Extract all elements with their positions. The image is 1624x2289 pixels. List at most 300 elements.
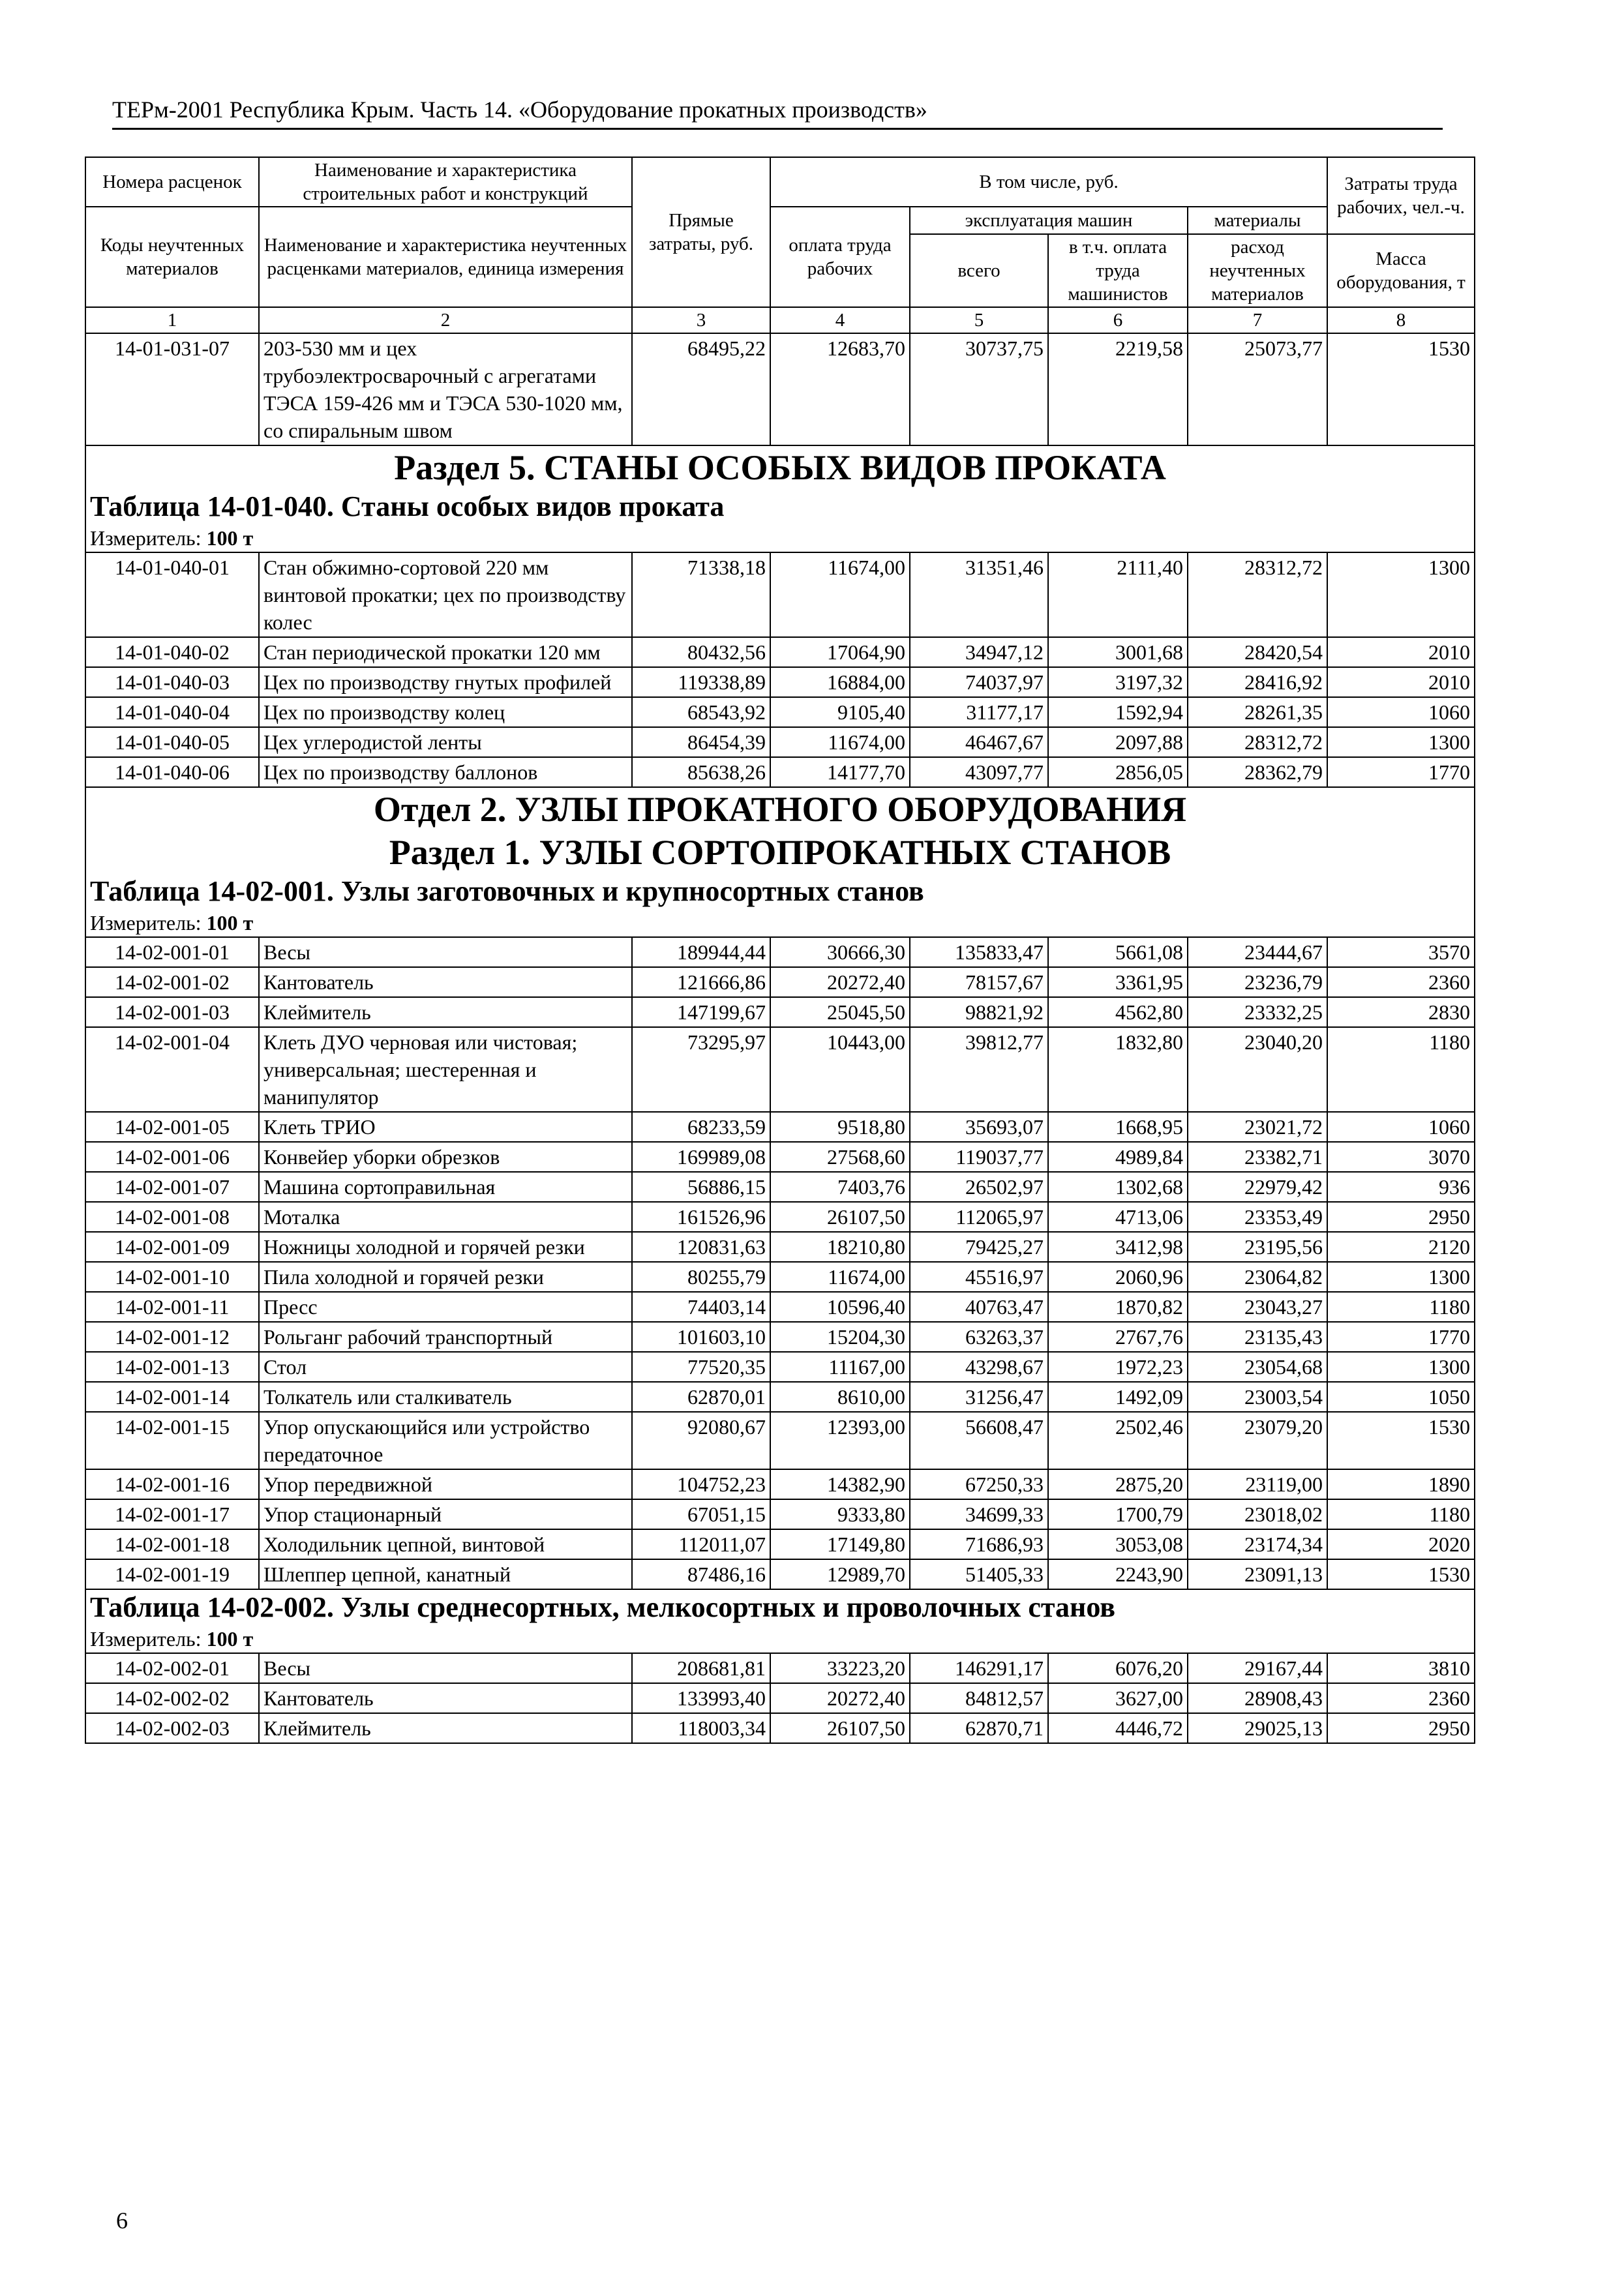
machine-cost: 26502,97 bbox=[910, 1172, 1048, 1202]
material-cost: 23054,68 bbox=[1188, 1352, 1327, 1382]
table-row bbox=[85, 757, 1475, 787]
rate-code: 14-02-001-17 bbox=[85, 1499, 259, 1529]
material-cost: 22979,42 bbox=[1188, 1172, 1327, 1202]
col-number: 1 bbox=[85, 307, 259, 333]
table-row bbox=[85, 1713, 1475, 1743]
header-including: В том числе, руб. bbox=[770, 157, 1327, 207]
section-heading-row bbox=[85, 831, 1475, 874]
col-number: 5 bbox=[910, 307, 1048, 333]
equipment-mass: 2950 bbox=[1327, 1713, 1475, 1743]
direct-costs: 169989,08 bbox=[632, 1142, 770, 1172]
labor-pay: 17149,80 bbox=[770, 1529, 910, 1559]
rate-code: 14-02-001-06 bbox=[85, 1142, 259, 1172]
rate-code: 14-02-001-15 bbox=[85, 1412, 259, 1469]
col-number: 7 bbox=[1188, 307, 1327, 333]
rate-name: Цех по производству колец bbox=[259, 697, 632, 727]
machinist-pay: 3361,95 bbox=[1048, 967, 1188, 997]
direct-costs: 120831,63 bbox=[632, 1232, 770, 1262]
machine-cost: 146291,17 bbox=[910, 1653, 1048, 1683]
header-labor-pay: оплата труда рабочих bbox=[770, 207, 910, 307]
equipment-mass: 2020 bbox=[1327, 1529, 1475, 1559]
unit-line bbox=[85, 524, 1475, 552]
rate-name: Клеймитель bbox=[259, 997, 632, 1027]
rate-code: 14-02-001-01 bbox=[85, 937, 259, 967]
machine-cost: 51405,33 bbox=[910, 1559, 1048, 1589]
direct-costs: 74403,14 bbox=[632, 1292, 770, 1322]
material-cost: 23332,25 bbox=[1188, 997, 1327, 1027]
machine-cost: 31256,47 bbox=[910, 1382, 1048, 1412]
direct-costs: 121666,86 bbox=[632, 967, 770, 997]
col-number: 6 bbox=[1048, 307, 1188, 333]
page-number: 6 bbox=[116, 2207, 128, 2234]
table-row bbox=[85, 1202, 1475, 1232]
machine-cost: 56608,47 bbox=[910, 1412, 1048, 1469]
rate-name: Упор стационарный bbox=[259, 1499, 632, 1529]
machine-cost: 74037,97 bbox=[910, 667, 1048, 697]
machinist-pay: 4446,72 bbox=[1048, 1713, 1188, 1743]
material-cost: 23021,72 bbox=[1188, 1112, 1327, 1142]
unit-label: Измеритель: bbox=[90, 526, 202, 550]
rate-name: Кантователь bbox=[259, 967, 632, 997]
machinist-pay: 2502,46 bbox=[1048, 1412, 1188, 1469]
header-material-names: Наименование и характеристика неучтенных расценками материалов, единица измерения bbox=[259, 207, 632, 307]
equipment-mass: 2950 bbox=[1327, 1202, 1475, 1232]
machine-cost: 34699,33 bbox=[910, 1499, 1048, 1529]
labor-pay: 25045,50 bbox=[770, 997, 910, 1027]
equipment-mass: 3070 bbox=[1327, 1142, 1475, 1172]
rate-code: 14-01-040-05 bbox=[85, 727, 259, 757]
rate-name: Стан обжимно-сортовой 220 мм винтовой прокатки; цех по производству колес bbox=[259, 552, 632, 637]
rate-code: 14-02-001-13 bbox=[85, 1352, 259, 1382]
table-row bbox=[85, 1559, 1475, 1589]
equipment-mass: 1890 bbox=[1327, 1469, 1475, 1499]
rate-name: Машина сортоправильная bbox=[259, 1172, 632, 1202]
direct-costs: 80432,56 bbox=[632, 637, 770, 667]
direct-costs: 87486,16 bbox=[632, 1559, 770, 1589]
direct-costs: 71338,18 bbox=[632, 552, 770, 637]
direct-costs: 68543,92 bbox=[632, 697, 770, 727]
rate-name: Цех углеродистой ленты bbox=[259, 727, 632, 757]
labor-pay: 12683,70 bbox=[770, 333, 910, 445]
rate-name: Конвейер уборки обрезков bbox=[259, 1142, 632, 1172]
machinist-pay: 2111,40 bbox=[1048, 552, 1188, 637]
material-cost: 23382,71 bbox=[1188, 1142, 1327, 1172]
labor-pay: 27568,60 bbox=[770, 1142, 910, 1172]
header-machine-total: всего bbox=[910, 234, 1048, 307]
equipment-mass: 2360 bbox=[1327, 1683, 1475, 1713]
direct-costs: 101603,10 bbox=[632, 1322, 770, 1352]
machinist-pay: 1832,80 bbox=[1048, 1027, 1188, 1112]
rate-code: 14-01-040-06 bbox=[85, 757, 259, 787]
labor-pay: 16884,00 bbox=[770, 667, 910, 697]
labor-pay: 12393,00 bbox=[770, 1412, 910, 1469]
unit-line bbox=[85, 909, 1475, 937]
labor-pay: 26107,50 bbox=[770, 1202, 910, 1232]
machinist-pay: 2875,20 bbox=[1048, 1469, 1188, 1499]
header-equipment-mass: Масса оборудования, т bbox=[1327, 234, 1475, 307]
table-row bbox=[85, 727, 1475, 757]
machine-cost: 31177,17 bbox=[910, 697, 1048, 727]
labor-pay: 33223,20 bbox=[770, 1653, 910, 1683]
unit-line bbox=[85, 1625, 1475, 1653]
rate-code: 14-02-002-01 bbox=[85, 1653, 259, 1683]
col-number: 8 bbox=[1327, 307, 1475, 333]
table-row bbox=[85, 637, 1475, 667]
header-row-2 bbox=[85, 207, 1475, 234]
table-row bbox=[85, 667, 1475, 697]
labor-pay: 20272,40 bbox=[770, 967, 910, 997]
machine-cost: 45516,97 bbox=[910, 1262, 1048, 1292]
material-cost: 28420,54 bbox=[1188, 637, 1327, 667]
material-cost: 23079,20 bbox=[1188, 1412, 1327, 1469]
direct-costs: 147199,67 bbox=[632, 997, 770, 1027]
machine-cost: 39812,77 bbox=[910, 1027, 1048, 1112]
col-number: 4 bbox=[770, 307, 910, 333]
rate-name: Весы bbox=[259, 937, 632, 967]
direct-costs: 85638,26 bbox=[632, 757, 770, 787]
rate-code: 14-02-001-02 bbox=[85, 967, 259, 997]
department-heading-row bbox=[85, 787, 1475, 831]
material-cost: 23003,54 bbox=[1188, 1382, 1327, 1412]
rate-code: 14-02-001-16 bbox=[85, 1469, 259, 1499]
material-cost: 23135,43 bbox=[1188, 1322, 1327, 1352]
equipment-mass: 1530 bbox=[1327, 1412, 1475, 1469]
rates-table bbox=[85, 157, 1475, 1744]
labor-pay: 9105,40 bbox=[770, 697, 910, 727]
machinist-pay: 2097,88 bbox=[1048, 727, 1188, 757]
machinist-pay: 2060,96 bbox=[1048, 1262, 1188, 1292]
machinist-pay: 1972,23 bbox=[1048, 1352, 1188, 1382]
labor-pay: 9333,80 bbox=[770, 1499, 910, 1529]
machine-cost: 119037,77 bbox=[910, 1142, 1048, 1172]
equipment-mass: 1300 bbox=[1327, 1262, 1475, 1292]
table-row bbox=[85, 1027, 1475, 1112]
machine-cost: 71686,93 bbox=[910, 1529, 1048, 1559]
rate-name: Упор опускающийся или устройство передаточное bbox=[259, 1412, 632, 1469]
machine-cost: 112065,97 bbox=[910, 1202, 1048, 1232]
direct-costs: 104752,23 bbox=[632, 1469, 770, 1499]
table-title: Таблица 14-01-040. Станы особых видов проката bbox=[85, 489, 1475, 524]
machinist-pay: 1870,82 bbox=[1048, 1292, 1188, 1322]
table-title-row bbox=[85, 874, 1475, 909]
machinist-pay: 3197,32 bbox=[1048, 667, 1188, 697]
rate-name: Клеймитель bbox=[259, 1713, 632, 1743]
equipment-mass: 3570 bbox=[1327, 937, 1475, 967]
material-cost: 25073,77 bbox=[1188, 333, 1327, 445]
machine-cost: 40763,47 bbox=[910, 1292, 1048, 1322]
machinist-pay: 4713,06 bbox=[1048, 1202, 1188, 1232]
unit-row bbox=[85, 1625, 1475, 1653]
machine-cost: 35693,07 bbox=[910, 1112, 1048, 1142]
equipment-mass: 1300 bbox=[1327, 727, 1475, 757]
table-title: Таблица 14-02-002. Узлы среднесортных, мелкосортных и проволочных станов bbox=[85, 1589, 1475, 1625]
unit-row bbox=[85, 524, 1475, 552]
material-cost: 29167,44 bbox=[1188, 1653, 1327, 1683]
section-heading: Раздел 5. СТАНЫ ОСОБЫХ ВИДОВ ПРОКАТА bbox=[85, 445, 1475, 489]
rate-code: 14-01-040-03 bbox=[85, 667, 259, 697]
labor-pay: 26107,50 bbox=[770, 1713, 910, 1743]
column-numbers-row bbox=[85, 307, 1475, 333]
labor-pay: 8610,00 bbox=[770, 1382, 910, 1412]
direct-costs: 119338,89 bbox=[632, 667, 770, 697]
table-row bbox=[85, 1653, 1475, 1683]
equipment-mass: 1300 bbox=[1327, 1352, 1475, 1382]
equipment-mass: 1530 bbox=[1327, 333, 1475, 445]
header-material-codes: Коды неучтенных материалов bbox=[85, 207, 259, 307]
equipment-mass: 1180 bbox=[1327, 1027, 1475, 1112]
rate-name: Рольганг рабочий транспортный bbox=[259, 1322, 632, 1352]
equipment-mass: 1050 bbox=[1327, 1382, 1475, 1412]
rate-name: Кантователь bbox=[259, 1683, 632, 1713]
rate-name: Стол bbox=[259, 1352, 632, 1382]
direct-costs: 62870,01 bbox=[632, 1382, 770, 1412]
machinist-pay: 5661,08 bbox=[1048, 937, 1188, 967]
rate-code: 14-02-001-04 bbox=[85, 1027, 259, 1112]
labor-pay: 14177,70 bbox=[770, 757, 910, 787]
unit-value: 100 т bbox=[206, 526, 254, 550]
direct-costs: 161526,96 bbox=[632, 1202, 770, 1232]
labor-pay: 12989,70 bbox=[770, 1559, 910, 1589]
labor-pay: 10596,40 bbox=[770, 1292, 910, 1322]
equipment-mass: 2010 bbox=[1327, 637, 1475, 667]
material-cost: 23444,67 bbox=[1188, 937, 1327, 967]
page-header: ТЕРм-2001 Республика Крым. Часть 14. «Оборудование прокатных производств» bbox=[112, 95, 1443, 130]
header-unaccounted-materials: расход неучтенных материалов bbox=[1188, 234, 1327, 307]
machinist-pay: 3053,08 bbox=[1048, 1529, 1188, 1559]
direct-costs: 92080,67 bbox=[632, 1412, 770, 1469]
material-cost: 28416,92 bbox=[1188, 667, 1327, 697]
material-cost: 29025,13 bbox=[1188, 1713, 1327, 1743]
table-row bbox=[85, 1382, 1475, 1412]
table-row bbox=[85, 967, 1475, 997]
rate-code: 14-02-001-08 bbox=[85, 1202, 259, 1232]
table-row bbox=[85, 1172, 1475, 1202]
machinist-pay: 3412,98 bbox=[1048, 1232, 1188, 1262]
machinist-pay: 1668,95 bbox=[1048, 1112, 1188, 1142]
labor-pay: 7403,76 bbox=[770, 1172, 910, 1202]
machine-cost: 30737,75 bbox=[910, 333, 1048, 445]
table-title-row bbox=[85, 1589, 1475, 1625]
machine-cost: 135833,47 bbox=[910, 937, 1048, 967]
table-row bbox=[85, 1142, 1475, 1172]
table-row bbox=[85, 1499, 1475, 1529]
machine-cost: 78157,67 bbox=[910, 967, 1048, 997]
material-cost: 23174,34 bbox=[1188, 1529, 1327, 1559]
rate-code: 14-02-001-14 bbox=[85, 1382, 259, 1412]
equipment-mass: 1770 bbox=[1327, 1322, 1475, 1352]
table-row bbox=[85, 1469, 1475, 1499]
equipment-mass: 1060 bbox=[1327, 1112, 1475, 1142]
unit-value: 100 т bbox=[206, 911, 254, 935]
table-row bbox=[85, 997, 1475, 1027]
machine-cost: 67250,33 bbox=[910, 1469, 1048, 1499]
equipment-mass: 3810 bbox=[1327, 1653, 1475, 1683]
direct-costs: 68233,59 bbox=[632, 1112, 770, 1142]
table-row bbox=[85, 1683, 1475, 1713]
rate-name: Цех по производству баллонов bbox=[259, 757, 632, 787]
equipment-mass: 2120 bbox=[1327, 1232, 1475, 1262]
rate-code: 14-02-001-10 bbox=[85, 1262, 259, 1292]
equipment-mass: 1300 bbox=[1327, 552, 1475, 637]
table-row bbox=[85, 1262, 1475, 1292]
header-row-1 bbox=[85, 157, 1475, 207]
rate-name: Ножницы холодной и горячей резки bbox=[259, 1232, 632, 1262]
material-cost: 23040,20 bbox=[1188, 1027, 1327, 1112]
rate-code: 14-02-002-02 bbox=[85, 1683, 259, 1713]
section-heading: Раздел 1. УЗЛЫ СОРТОПРОКАТНЫХ СТАНОВ bbox=[85, 831, 1475, 874]
direct-costs: 77520,35 bbox=[632, 1352, 770, 1382]
labor-pay: 9518,80 bbox=[770, 1112, 910, 1142]
unit-row bbox=[85, 909, 1475, 937]
labor-pay: 20272,40 bbox=[770, 1683, 910, 1713]
machinist-pay: 3627,00 bbox=[1048, 1683, 1188, 1713]
equipment-mass: 1530 bbox=[1327, 1559, 1475, 1589]
material-cost: 28312,72 bbox=[1188, 727, 1327, 757]
direct-costs: 68495,22 bbox=[632, 333, 770, 445]
rate-name: Холодильник цепной, винтовой bbox=[259, 1529, 632, 1559]
material-cost: 23064,82 bbox=[1188, 1262, 1327, 1292]
rate-name: Клеть ТРИО bbox=[259, 1112, 632, 1142]
equipment-mass: 1180 bbox=[1327, 1499, 1475, 1529]
machine-cost: 31351,46 bbox=[910, 552, 1048, 637]
rate-code: 14-02-001-07 bbox=[85, 1172, 259, 1202]
rate-name: Стан периодической прокатки 120 мм bbox=[259, 637, 632, 667]
equipment-mass: 1770 bbox=[1327, 757, 1475, 787]
rate-code: 14-02-001-12 bbox=[85, 1322, 259, 1352]
header-machinists-pay: в т.ч. оплата труда машинистов bbox=[1048, 234, 1188, 307]
machine-cost: 63263,37 bbox=[910, 1322, 1048, 1352]
material-cost: 23119,00 bbox=[1188, 1469, 1327, 1499]
equipment-mass: 2830 bbox=[1327, 997, 1475, 1027]
machinist-pay: 4562,80 bbox=[1048, 997, 1188, 1027]
table-row bbox=[85, 1232, 1475, 1262]
rate-code: 14-02-001-18 bbox=[85, 1529, 259, 1559]
machinist-pay: 2856,05 bbox=[1048, 757, 1188, 787]
col-number: 3 bbox=[632, 307, 770, 333]
header-direct-costs: Прямые затраты, руб. bbox=[632, 157, 770, 307]
rate-code: 14-01-040-04 bbox=[85, 697, 259, 727]
labor-pay: 30666,30 bbox=[770, 937, 910, 967]
labor-pay: 10443,00 bbox=[770, 1027, 910, 1112]
section-heading-row bbox=[85, 445, 1475, 489]
direct-costs: 189944,44 bbox=[632, 937, 770, 967]
unit-label: Измеритель: bbox=[90, 1627, 202, 1651]
header-materials: материалы bbox=[1188, 207, 1327, 234]
direct-costs: 118003,34 bbox=[632, 1713, 770, 1743]
machinist-pay: 1592,94 bbox=[1048, 697, 1188, 727]
rate-code: 14-02-001-05 bbox=[85, 1112, 259, 1142]
material-cost: 23353,49 bbox=[1188, 1202, 1327, 1232]
machinist-pay: 1700,79 bbox=[1048, 1499, 1188, 1529]
direct-costs: 73295,97 bbox=[632, 1027, 770, 1112]
machine-cost: 84812,57 bbox=[910, 1683, 1048, 1713]
labor-pay: 11167,00 bbox=[770, 1352, 910, 1382]
material-cost: 23195,56 bbox=[1188, 1232, 1327, 1262]
header-labor-costs: Затраты труда рабочих, чел.-ч. bbox=[1327, 157, 1475, 234]
material-cost: 23043,27 bbox=[1188, 1292, 1327, 1322]
machinist-pay: 1492,09 bbox=[1048, 1382, 1188, 1412]
direct-costs: 133993,40 bbox=[632, 1683, 770, 1713]
col-number: 2 bbox=[259, 307, 632, 333]
table-title-row bbox=[85, 489, 1475, 524]
table-title: Таблица 14-02-001. Узлы заготовочных и крупносортных станов bbox=[85, 874, 1475, 909]
machinist-pay: 3001,68 bbox=[1048, 637, 1188, 667]
rate-name: Толкатель или сталкиватель bbox=[259, 1382, 632, 1412]
rate-name: 203-530 мм и цех трубоэлектросварочный с агрегатами ТЭСА 159-426 мм и ТЭСА 530-1020 мм, со спиральным швом bbox=[259, 333, 632, 445]
machinist-pay: 2219,58 bbox=[1048, 333, 1188, 445]
machine-cost: 43298,67 bbox=[910, 1352, 1048, 1382]
machine-cost: 46467,67 bbox=[910, 727, 1048, 757]
labor-pay: 18210,80 bbox=[770, 1232, 910, 1262]
rate-code: 14-02-001-11 bbox=[85, 1292, 259, 1322]
direct-costs: 80255,79 bbox=[632, 1262, 770, 1292]
labor-pay: 14382,90 bbox=[770, 1469, 910, 1499]
equipment-mass: 1060 bbox=[1327, 697, 1475, 727]
rate-name: Шлеппер цепной, канатный bbox=[259, 1559, 632, 1589]
rate-name: Цех по производству гнутых профилей bbox=[259, 667, 632, 697]
rate-code: 14-02-001-09 bbox=[85, 1232, 259, 1262]
direct-costs: 208681,81 bbox=[632, 1653, 770, 1683]
machine-cost: 98821,92 bbox=[910, 997, 1048, 1027]
material-cost: 23236,79 bbox=[1188, 967, 1327, 997]
direct-costs: 56886,15 bbox=[632, 1172, 770, 1202]
direct-costs: 86454,39 bbox=[632, 727, 770, 757]
machine-cost: 62870,71 bbox=[910, 1713, 1048, 1743]
table-row bbox=[85, 1322, 1475, 1352]
labor-pay: 17064,90 bbox=[770, 637, 910, 667]
equipment-mass: 2360 bbox=[1327, 967, 1475, 997]
rate-code: 14-01-031-07 bbox=[85, 333, 259, 445]
equipment-mass: 1180 bbox=[1327, 1292, 1475, 1322]
rate-name: Моталка bbox=[259, 1202, 632, 1232]
rate-code: 14-01-040-01 bbox=[85, 552, 259, 637]
table-row bbox=[85, 333, 1475, 445]
machine-cost: 34947,12 bbox=[910, 637, 1048, 667]
equipment-mass: 2010 bbox=[1327, 667, 1475, 697]
labor-pay: 11674,00 bbox=[770, 552, 910, 637]
material-cost: 28261,35 bbox=[1188, 697, 1327, 727]
table-row bbox=[85, 1112, 1475, 1142]
table-row bbox=[85, 1412, 1475, 1469]
rate-code: 14-02-001-03 bbox=[85, 997, 259, 1027]
table-row bbox=[85, 937, 1475, 967]
rate-code: 14-02-001-19 bbox=[85, 1559, 259, 1589]
department-heading: Отдел 2. УЗЛЫ ПРОКАТНОГО ОБОРУДОВАНИЯ bbox=[85, 787, 1475, 831]
direct-costs: 67051,15 bbox=[632, 1499, 770, 1529]
table-row bbox=[85, 1292, 1475, 1322]
rate-code: 14-01-040-02 bbox=[85, 637, 259, 667]
machinist-pay: 4989,84 bbox=[1048, 1142, 1188, 1172]
rate-name: Клеть ДУО черновая или чистовая; универсальная; шестеренная и манипулятор bbox=[259, 1027, 632, 1112]
machine-cost: 79425,27 bbox=[910, 1232, 1048, 1262]
rate-name: Пресс bbox=[259, 1292, 632, 1322]
material-cost: 28908,43 bbox=[1188, 1683, 1327, 1713]
rate-name: Весы bbox=[259, 1653, 632, 1683]
labor-pay: 11674,00 bbox=[770, 727, 910, 757]
equipment-mass: 936 bbox=[1327, 1172, 1475, 1202]
unit-label: Измеритель: bbox=[90, 911, 202, 935]
direct-costs: 112011,07 bbox=[632, 1529, 770, 1559]
table-row bbox=[85, 1352, 1475, 1382]
material-cost: 28312,72 bbox=[1188, 552, 1327, 637]
header-work-name: Наименование и характеристика строительных работ и конструкций bbox=[259, 157, 632, 207]
machinist-pay: 6076,20 bbox=[1048, 1653, 1188, 1683]
unit-value: 100 т bbox=[206, 1627, 254, 1651]
labor-pay: 11674,00 bbox=[770, 1262, 910, 1292]
header-machine-operation: эксплуатация машин bbox=[910, 207, 1188, 234]
table-row bbox=[85, 552, 1475, 637]
rate-name: Упор передвижной bbox=[259, 1469, 632, 1499]
